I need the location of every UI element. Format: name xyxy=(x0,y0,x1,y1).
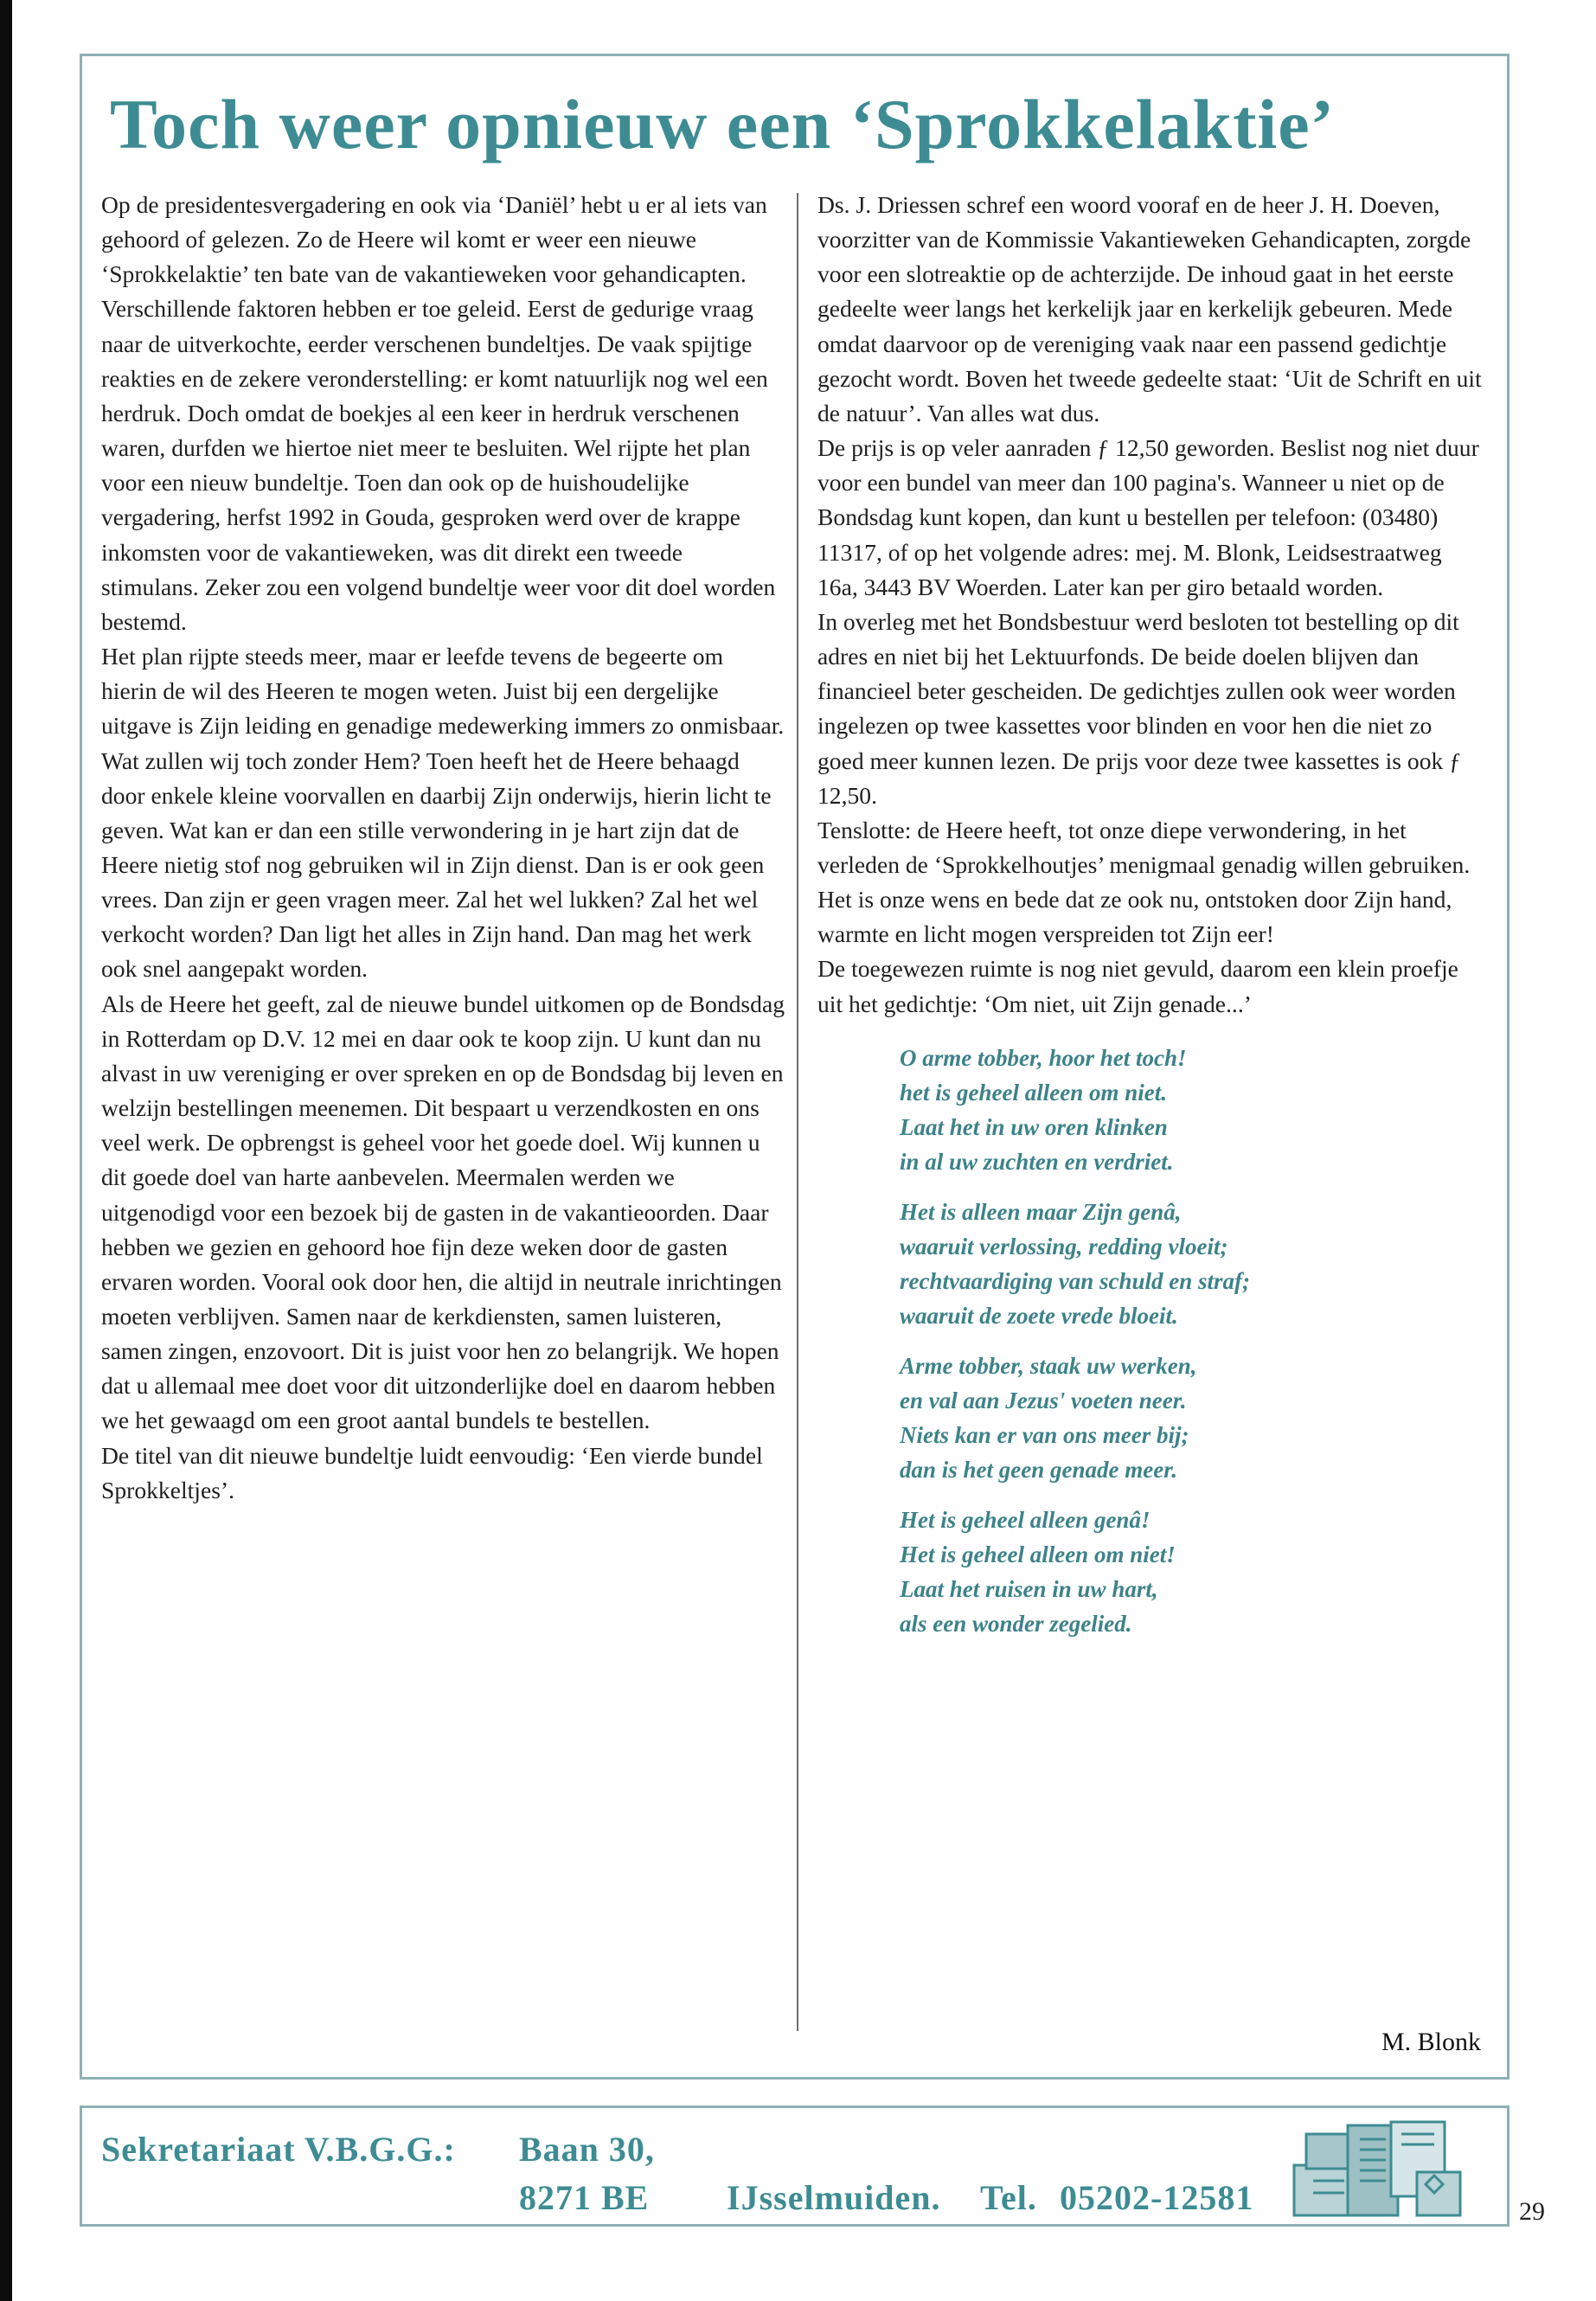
left-column xyxy=(101,188,785,1508)
poem-stanza xyxy=(900,1195,1484,1333)
poem-line: Het is geheel alleen genâ! xyxy=(900,1506,1151,1533)
column-divider xyxy=(797,193,798,2031)
paragraph: Op de presidentesvergadering en ook via ‘Daniël’ hebt u er al iets van gehoord of gelezen. Zo de Heere wil komt er weer een nieuwe ‘Sprokkelaktie’ ten bate van de vakantieweken voor gehandicapten. xyxy=(101,191,767,288)
address-postal-code: 8271 BE xyxy=(519,2178,650,2217)
poem-line: waaruit de zoete vrede bloeit. xyxy=(900,1302,1178,1329)
page-number: 29 xyxy=(1519,2197,1545,2226)
poem-line: als een wonder zegelied. xyxy=(900,1610,1132,1637)
poem-line: in al uw zuchten en verdriet. xyxy=(900,1148,1174,1175)
paragraph: Ds. J. Driessen schref een woord vooraf en de heer J. H. Doeven, voorzitter van de Kommissie Vakantieweken Gehandicapten, zorgde voor een slotreaktie op de achterzijde. De inhoud gaat in het eerste gedeelte weer langs het kerkelijk jaar en kerkelijk gebeuren. Mede omdat daarvoor op de vereniging vaak naar een passend gedichtje gezocht wordt. Boven het tweede gedeelte staat: ‘Uit de Schrift en uit de natuur’. Van alles wat dus. xyxy=(817,191,1482,426)
scan-edge-bar xyxy=(0,0,12,2301)
poem-stanza xyxy=(900,1503,1484,1641)
poem xyxy=(900,1041,1484,1641)
secretariat-label: Sekretariaat V.B.G.G.: xyxy=(101,2130,456,2169)
poem-stanza xyxy=(900,1349,1484,1487)
poem-line: waaruit verlossing, redding vloeit; xyxy=(900,1233,1228,1259)
poem-line: rechtvaardiging van schuld en straf; xyxy=(900,1267,1251,1294)
footer-frame xyxy=(80,2106,1509,2227)
poem-line: het is geheel alleen om niet. xyxy=(900,1079,1167,1106)
paragraph: In overleg met het Bondsbestuur werd besloten tot bestelling op dit adres en niet bij het Lektuurfonds. De beide doelen blijven dan financieel beter gescheiden. De gedichtjes zullen ook weer worden ingelezen op twee kassettes voor blinden en voor hen die niet zo goed meer kunnen lezen. De prijs voor deze twee kassettes is ook ƒ 12,50. xyxy=(817,607,1462,809)
paragraph: Het plan rijpte steeds meer, maar er leefde tevens de begeerte om hierin de wil des Heeren te mogen weten. Juist bij een dergelijke uitgave is Zijn leiding en genadige medewerking immers zo onmisbaar. Wat zullen wij toch zonder Hem? Toen heeft het de Heere behaagd door enkele kleine voorvallen en daarbij Zijn onderwijs, hierin licht te geven. Wat kan er dan een stille verwondering in je hart zijn dat de Heere nietig stof nog gebruiken wil in Zijn dienst. Dan is er ook geen vrees. Dan zijn er geen vragen meer. Zal het wel lukken? Zal het wel verkocht worden? Dan ligt het alles in Zijn hand. Dan mag het werk ook snel aangepakt worden. xyxy=(101,643,785,983)
poem-line: Laat het in uw oren klinken xyxy=(900,1113,1168,1140)
poem-stanza xyxy=(900,1041,1484,1179)
article-title: Toch weer opnieuw een ‘Sprokkelaktie’ xyxy=(110,85,1335,163)
paragraph: De toegewezen ruimte is nog niet gevuld, daarom een klein proefje uit het gedichtje: ‘Om niet, uit Zijn genade...’ xyxy=(817,955,1458,1017)
paragraph: De prijs is op veler aanraden ƒ 12,50 geworden. Beslist nog niet duur voor een bundel van meer dan 100 pagina's. Wanneer u niet op de Bondsdag kunt kopen, dan kunt u bestellen per telefoon: (03480) 11317, of op het volgende adres: mej. M. Blonk, Leidsestraatweg 16a, 3443 BV Woerden. Later kan per giro betaald worden. xyxy=(817,434,1479,600)
poem-line: Arme tobber, staak uw werken, xyxy=(900,1352,1197,1379)
paragraph: De titel van dit nieuwe bundeltje luidt eenvoudig: ‘Een vierde bundel Sprokkeltjes’. xyxy=(101,1441,763,1503)
author-signature: M. Blonk xyxy=(1381,2028,1481,2056)
telephone-label: Tel. xyxy=(980,2178,1037,2217)
address-street: Baan 30, xyxy=(519,2130,655,2169)
poem-line: dan is het geen genade meer. xyxy=(900,1456,1177,1483)
poem-line: Het is alleen maar Zijn genâ, xyxy=(900,1198,1182,1225)
article-frame xyxy=(80,54,1509,2080)
books-illustration-icon xyxy=(1287,2115,1469,2222)
poem-line: O arme tobber, hoor het toch! xyxy=(900,1044,1187,1071)
address-city: IJsselmuiden. xyxy=(727,2178,941,2217)
paragraph: Verschillende faktoren hebben er toe geleid. Eerst de gedurige vraag naar de uitverkochte, eerder verschenen bundeltjes. De vaak spijtige reakties en de zekere veronderstelling: er komt natuurlijk nog wel een herdruk. Doch omdat de boekjes al een keer in herdruk verschenen waren, durfden we hiertoe niet meer te besluiten. Wel rijpte het plan voor een nieuw bundeltje. Toen dan ook op de huishoudelijke vergadering, herfst 1992 in Gouda, gesproken werd over de krappe inkomsten voor de vakantieweken, was dit direkt een tweede stimulans. Zeker zou een volgend bundeltje weer voor dit doel worden bestemd. xyxy=(101,295,776,635)
poem-line: Laat het ruisen in uw hart, xyxy=(900,1575,1158,1602)
poem-line: Niets kan er van ons meer bij; xyxy=(900,1421,1189,1448)
poem-line: en val aan Jezus' voeten neer. xyxy=(900,1387,1187,1413)
paragraph: Tenslotte: de Heere heeft, tot onze diepe verwondering, in het verleden de ‘Sprokkelhoutjes’ menigmaal genadig willen gebruiken. Het is onze wens en bede dat ze ook nu, ontstoken door Zijn hand, warmte en licht mogen verspreiden tot Zijn eer! xyxy=(817,816,1471,948)
right-column xyxy=(817,188,1484,1657)
paragraph: Als de Heere het geeft, zal de nieuwe bundel uitkomen op de Bondsdag in Rotterdam op D.V. 12 mei en daar ook te koop zijn. U kunt dan nu alvast in uw vereniging er over spreken en op de Bondsdag bij leven en welzijn bestellingen meenemen. Dit bespaart u verzendkosten en ons veel werk. De opbrengst is geheel voor het goede doel. Wij kunnen u dit goede doel van harte aanbevelen. Meermalen werden we uitgenodigd voor een bezoek bij de gasten in de vakantieoorden. Daar hebben we gezien en gehoord hoe fijn deze weken door de gasten ervaren worden. Vooral ook door hen, die altijd in neutrale inrichtingen moeten verblijven. Samen naar de kerkdiensten, samen luisteren, samen zingen, enzovoort. Dit is juist voor hen zo belangrijk. We hopen dat u allemaal mee doet voor dit uitzonderlijke doel en daarom hebben we het gewaagd om een groot aantal bundels te bestellen. xyxy=(101,990,785,1434)
poem-line: Het is geheel alleen om niet! xyxy=(900,1541,1176,1567)
telephone-number: 05202-12581 xyxy=(1060,2178,1254,2217)
